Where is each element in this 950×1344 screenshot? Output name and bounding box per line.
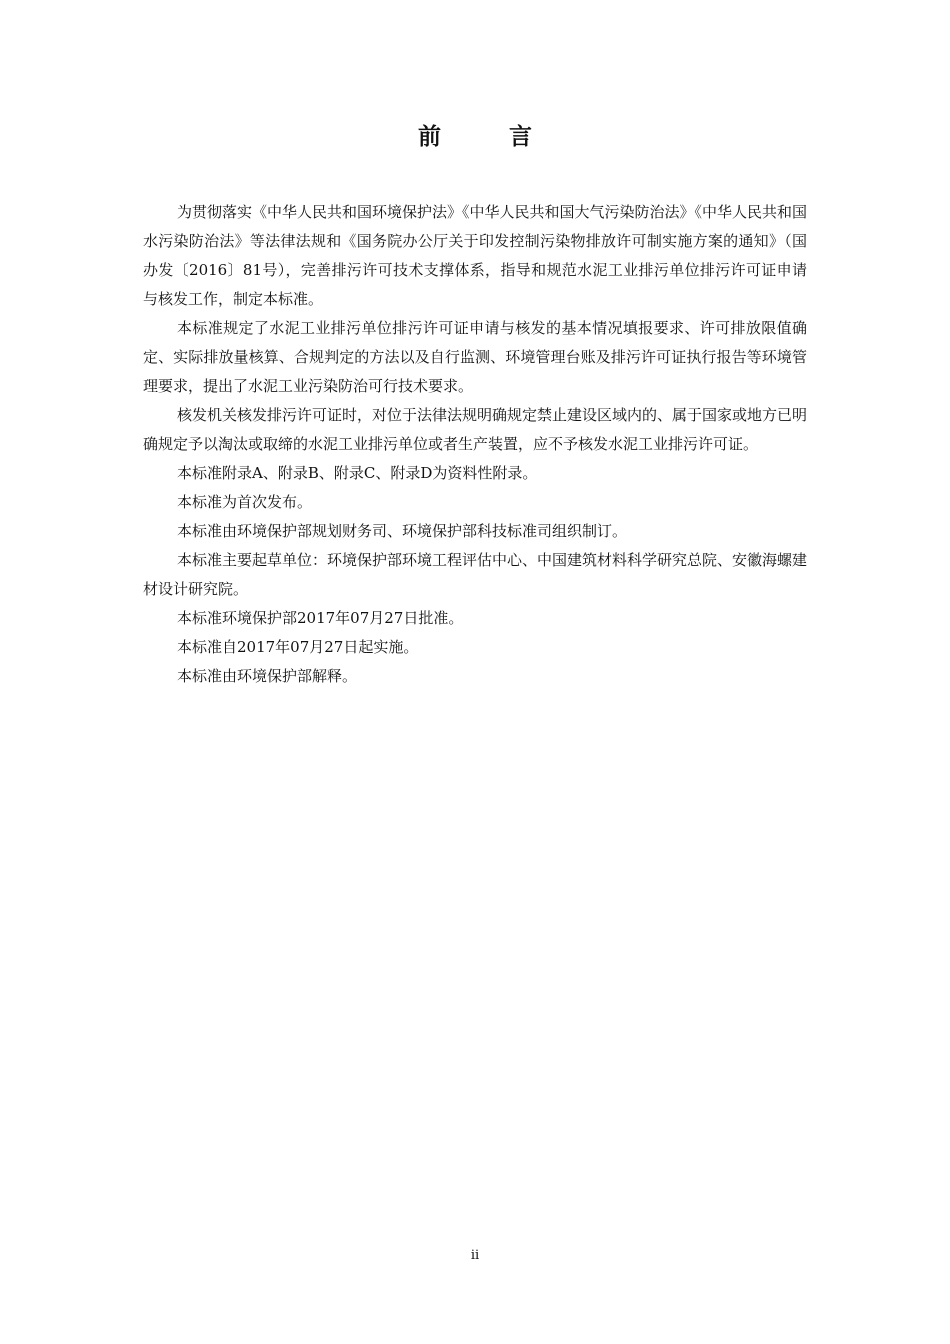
page-number: ii (470, 1248, 480, 1263)
paragraph-first-release: 本标准为首次发布。 (177, 493, 313, 511)
paragraph-effective-date: 本标准自2017年07月27日起实施。 (177, 638, 419, 656)
paragraph-scope: 本标准规定了水泥工业排污单位排污许可证申请与核发的基本情况填报要求、许可排放限值确定、实际排放量核算、合规判定的方法以及自行监测、环境管理台账及排污许可证执行报告等环境管理要求，提出了水泥工业污染防治可行技术要求。 (143, 319, 807, 395)
paragraph-interpretation: 本标准由环境保护部解释。 (177, 667, 358, 685)
paragraph-issuance-restriction: 核发机关核发排污许可证时，对位于法律法规明确规定禁止建设区域内的、属于国家或地方已明确规定予以淘汰或取缔的水泥工业排污单位或者生产装置，应不予核发水泥工业排污许可证。 (143, 406, 808, 453)
paragraph-purpose: 为贯彻落实《中华人民共和国环境保护法》《中华人民共和国大气污染防治法》《中华人民共和国水污染防治法》等法律法规和《国务院办公厅关于印发控制污染物排放许可制实施方案的通知》（国办发〔2016〕81号），完善排污许可技术支撑体系，指导和规范水泥工业排污单位排污许可证申请与核发工作，制定本标准。 (143, 203, 808, 308)
paragraph-approval-date: 本标准环境保护部2017年07月27日批准。 (177, 609, 464, 627)
paragraph-organizer: 本标准由环境保护部规划财务司、环境保护部科技标准司组织制订。 (177, 522, 628, 540)
paragraph-appendices: 本标准附录A、附录B、附录C、附录D为资料性附录。 (177, 464, 538, 482)
document-body (143, 198, 807, 691)
paragraph-drafters: 本标准主要起草单位：环境保护部环境工程评估中心、中国建筑材料科学研究总院、安徽海螺建材设计研究院。 (143, 551, 808, 598)
page-title: 前 言 (417, 124, 562, 150)
